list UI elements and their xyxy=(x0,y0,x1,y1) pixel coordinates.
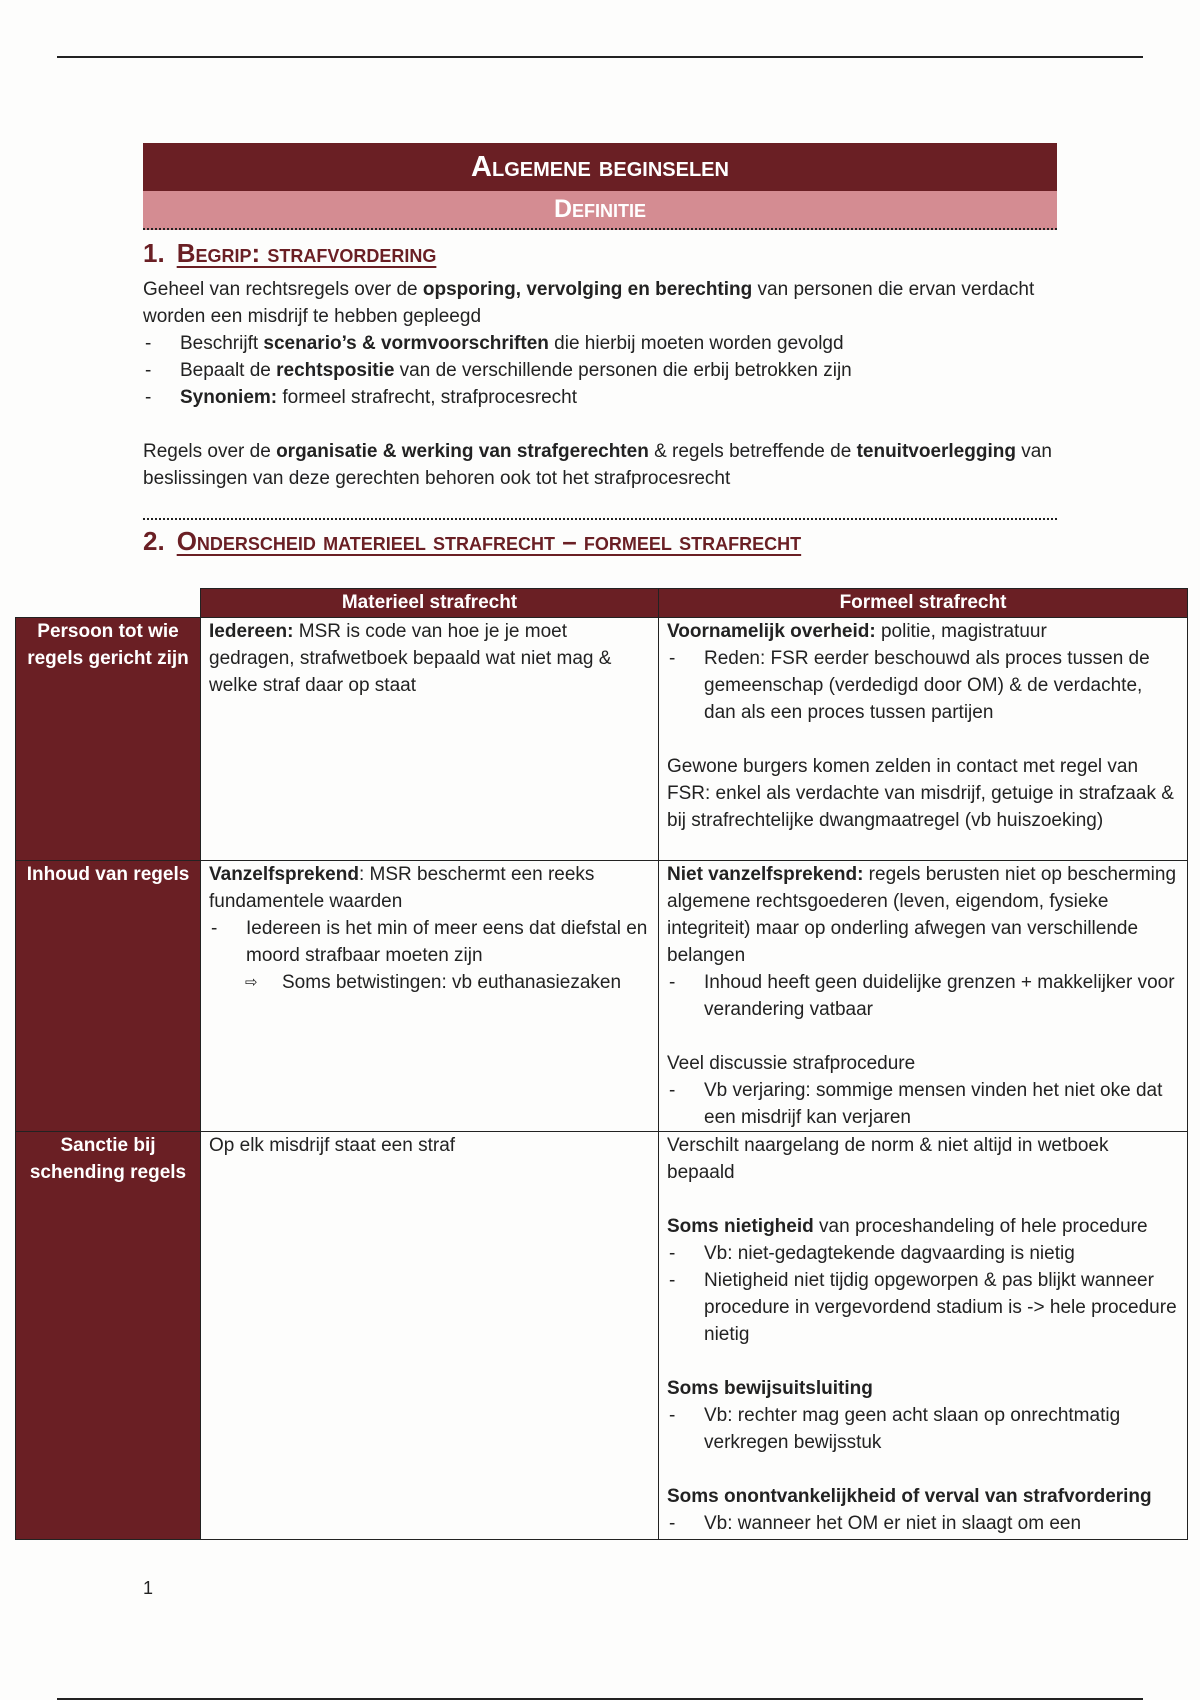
section-1-heading xyxy=(143,238,436,269)
list-item: - Vb verjaring: sommige mensen vinden het niet oke dat een misdrijf kan verjaren xyxy=(667,1077,1179,1131)
chapter-title: Algemene beginselen xyxy=(143,143,1057,191)
list-item: - Synoniem: formeel strafrecht, strafprocesrecht xyxy=(143,384,1063,411)
section-1-number: 1. xyxy=(143,238,165,268)
row-header: Inhoud van regels xyxy=(16,861,201,1132)
column-header-formeel: Formeel strafrecht xyxy=(659,589,1188,618)
table-row xyxy=(16,1132,1188,1540)
table-header-row xyxy=(16,589,1188,618)
table-row xyxy=(16,861,1188,1132)
list-item: - Vb: niet-gedagtekende dagvaarding is nietig xyxy=(667,1240,1179,1267)
comparison-table xyxy=(15,588,1188,1540)
table-cell: Iedereen: MSR is code van hoe je je moet gedragen, strafwetboek bepaald wat niet mag & welke straf daar op staat xyxy=(201,618,659,861)
list-item: - Iedereen is het min of meer eens dat diefstal en moord strafbaar moeten zijn xyxy=(209,915,650,969)
section-divider xyxy=(143,518,1057,520)
section-1-body xyxy=(143,276,1063,492)
chapter-banner xyxy=(143,143,1057,230)
list-item: - Vb: rechter mag geen acht slaan op onrechtmatig verkregen bewijsstuk xyxy=(667,1402,1179,1456)
table-cell: Verschilt naargelang de norm & niet altijd in wetboek bepaald Soms nietigheid van proceshandeling of hele procedure - Vb: niet-gedagtekende dagvaarding is nietig - Nietigheid niet tijdig opgeworpen & pas blijkt wanneer procedure in vergevordend stadium is -> hele procedure nietig Soms bewijsuitsluiting - Vb: rechter mag geen acht slaan op onrechtmatig verkregen bewijsstuk Soms onontvankelijkheid of verval van strafvordering - Vb: wanneer het OM er niet in slaagt om een xyxy=(659,1132,1188,1540)
section-2-title: Onderscheid materieel strafrecht – formeel strafrecht xyxy=(176,526,802,556)
list-item: - Vb: wanneer het OM er niet in slaagt om een xyxy=(667,1510,1179,1537)
organisation-paragraph: Regels over de organisatie & werking van strafgerechten & regels betreffende de tenuitvoerlegging van beslissingen van deze gerechten behoren ook tot het strafprocesrecht xyxy=(143,441,1052,489)
table-cell: Op elk misdrijf staat een straf xyxy=(201,1132,659,1540)
list-item: - Reden: FSR eerder beschouwd als proces tussen de gemeenschap (verdedigd door OM) & de verdachte, dan als een proces tussen partijen xyxy=(667,645,1179,726)
table-cell: Vanzelfsprekend: MSR beschermt een reeks fundamentele waarden - Iedereen is het min of meer eens dat diefstal en moord strafbaar moeten zijn ⇨ Soms betwistingen: vb euthanasiezaken xyxy=(201,861,659,1132)
page-number: 1 xyxy=(143,1578,154,1598)
list-item: - Inhoud heeft geen duidelijke grenzen + makkelijker voor verandering vatbaar xyxy=(667,969,1179,1023)
definition-list xyxy=(143,330,1063,411)
table-row xyxy=(16,618,1188,861)
list-item: - Bepaalt de rechtspositie van de verschillende personen die erbij betrokken zijn xyxy=(143,357,1063,384)
list-item: - Nietigheid niet tijdig opgeworpen & pas blijkt wanneer procedure in vergevordend stadium is -> hele procedure nietig xyxy=(667,1267,1179,1348)
list-item: ⇨ Soms betwistingen: vb euthanasiezaken xyxy=(209,969,650,996)
section-1-title: Begrip: strafvordering xyxy=(176,238,437,268)
page-top-rule xyxy=(57,56,1143,58)
row-header: Persoon tot wie regels gericht zijn xyxy=(16,618,201,861)
section-2-number: 2. xyxy=(143,526,165,556)
column-header-materieel: Materieel strafrecht xyxy=(201,589,659,618)
section-2-heading xyxy=(143,526,801,557)
list-item: - Beschrijft scenario’s & vormvoorschriften die hierbij moeten worden gevolgd xyxy=(143,330,1063,357)
row-header: Sanctie bij schending regels xyxy=(16,1132,201,1540)
definition-paragraph: Geheel van rechtsregels over de opsporing, vervolging en berechting van personen die ervan verdacht worden een misdrijf te hebben gepleegd xyxy=(143,279,1035,327)
table-cell: Niet vanzelfsprekend: regels berusten niet op bescherming algemene rechtsgoederen (leven, eigendom, fysieke integriteit) maar op onderling afwegen van verschillende belangen - Inhoud heeft geen duidelijke grenzen + makkelijker voor verandering vatbaar Veel discussie strafprocedure - Vb verjaring: sommige mensen vinden het niet oke dat een misdrijf kan verjaren xyxy=(659,861,1188,1132)
table-cell: Voornamelijk overheid: politie, magistratuur - Reden: FSR eerder beschouwd als proces tussen de gemeenschap (verdedigd door OM) & de verdachte, dan als een proces tussen partijen Gewone burgers komen zelden in contact met regel van FSR: enkel als verdachte van misdrijf, getuige in strafzaak & bij strafrechtelijke dwangmaatregel (vb huiszoeking) xyxy=(659,618,1188,861)
chapter-subtitle: Definitie xyxy=(143,191,1057,230)
table-corner xyxy=(16,589,201,618)
